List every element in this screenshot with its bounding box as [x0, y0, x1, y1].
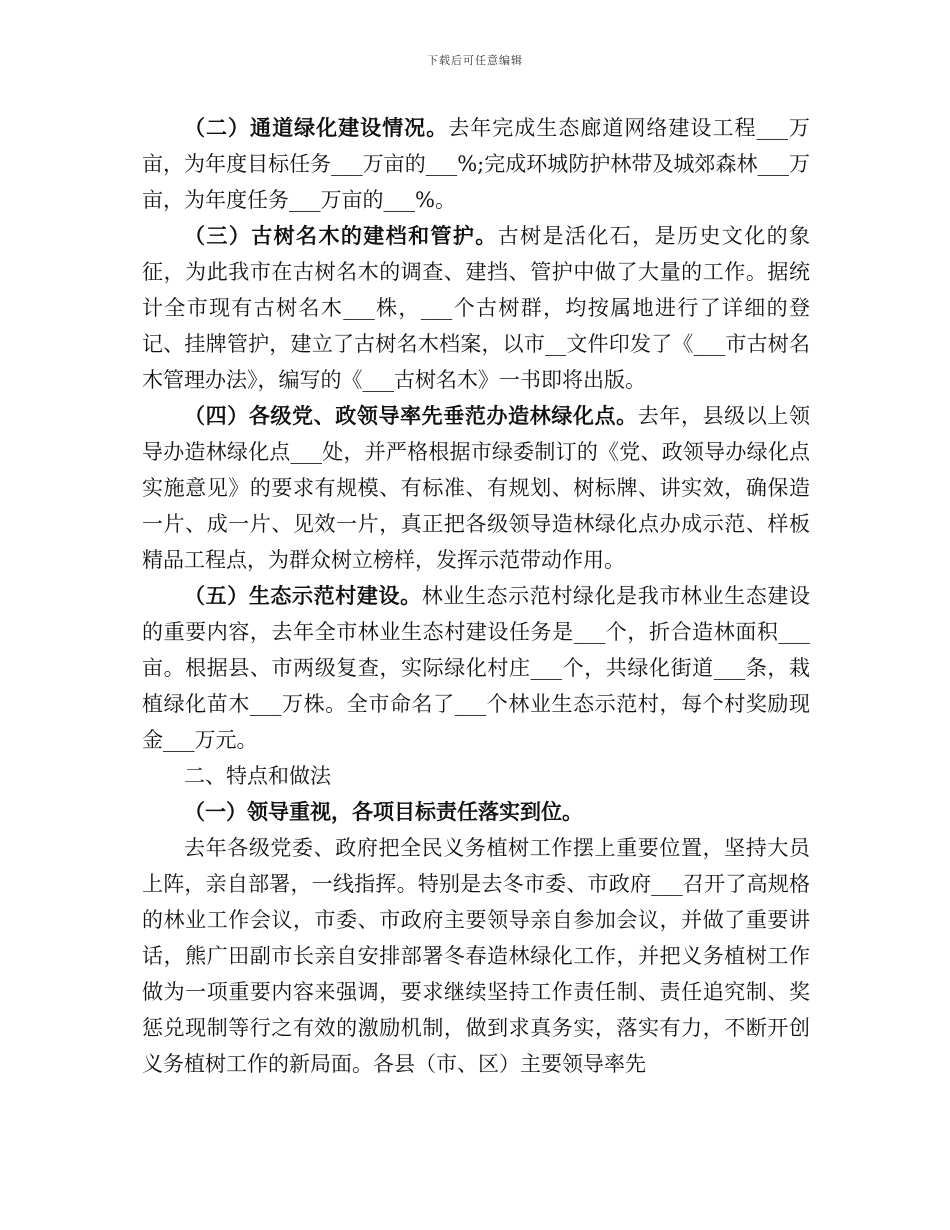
paragraph-text: 去年完成生态廊道网络建设工程___万亩，为年度目标任务___万亩的___%;完成环城防护林带及城郊森林___万亩，为年度任务___万亩的___%。 [142, 116, 811, 212]
paragraph-heading: （四）各级党、政领导率先垂范办造林绿化点。 [184, 403, 638, 428]
paragraph-heading: （二）通道绿化建设情况。 [184, 115, 449, 140]
paragraph-eco-villages [142, 578, 810, 758]
paragraph-text: 林业生态示范村绿化是我市林业生态建设的重要内容，去年全市林业生态村建设任务是___个，折合造林面积___亩。根据县、市两级复查，实际绿化村庄___个，共绿化街道___条，栽植绿化苗木___万株。全市命名了___个林业生态示范村，每个村奖励现金___万元。 [142, 584, 811, 752]
paragraph-text: 去年，县级以上领导办造林绿化点___处，并严格根据市绿委制订的《党、政领导办绿化点实施意见》的要求有规模、有标准、有规划、树标牌、讲实效，确保造一片、成一片、见效一片，真正把各级领导造林绿化点办成示范、样板精品工程点，为群众树立榜样，发挥示范带动作用。 [142, 404, 810, 572]
paragraph-leadership-attention: 去年各级党委、政府把全民义务植树工作摆上重要位置，坚持大员上阵，亲自部署，一线指挥。特别是去冬市委、市政府___召开了高规格的林业工作会议，市委、市政府主要领导亲自参加会议，并做了重要讲话，熊广田副市长亲自安排部署冬春造林绿化工作，并把义务植树工作做为一项重要内容来强调，要求继续坚持工作责任制、责任追究制、奖惩兑现制等行之有效的激励机制，做到求真务实，落实有力，不断开创义务植树工作的新局面。各县（市、区）主要领导率先 [142, 836, 810, 1076]
paragraph-channel-greening [142, 110, 810, 218]
document-body [142, 110, 810, 1082]
paragraph-text: 古树是活化石，是历史文化的象征，为此我市在古树名木的调查、建挡、管护中做了大量的工作。据统计全市现有古树名木___株，___个古树群，均按属地进行了详细的登记、挂牌管护，建立了古树名木档案，以市__文件印发了《___市古树名木管理办法》，编写的《___古树名木》一书即将出版。 [142, 224, 810, 392]
section-subheading: （一）领导重视，各项目标责任落实到位。 [184, 799, 583, 824]
paragraph-heading: （五）生态示范村建设。 [184, 583, 422, 608]
page-header: 下载后可任意编辑 [427, 54, 523, 67]
section-title: 二、特点和做法 [184, 764, 331, 788]
paragraph-leadership-sites [142, 398, 810, 578]
paragraph-ancient-trees [142, 218, 810, 398]
paragraph-heading: （三）古树名木的建档和管护。 [184, 223, 498, 248]
